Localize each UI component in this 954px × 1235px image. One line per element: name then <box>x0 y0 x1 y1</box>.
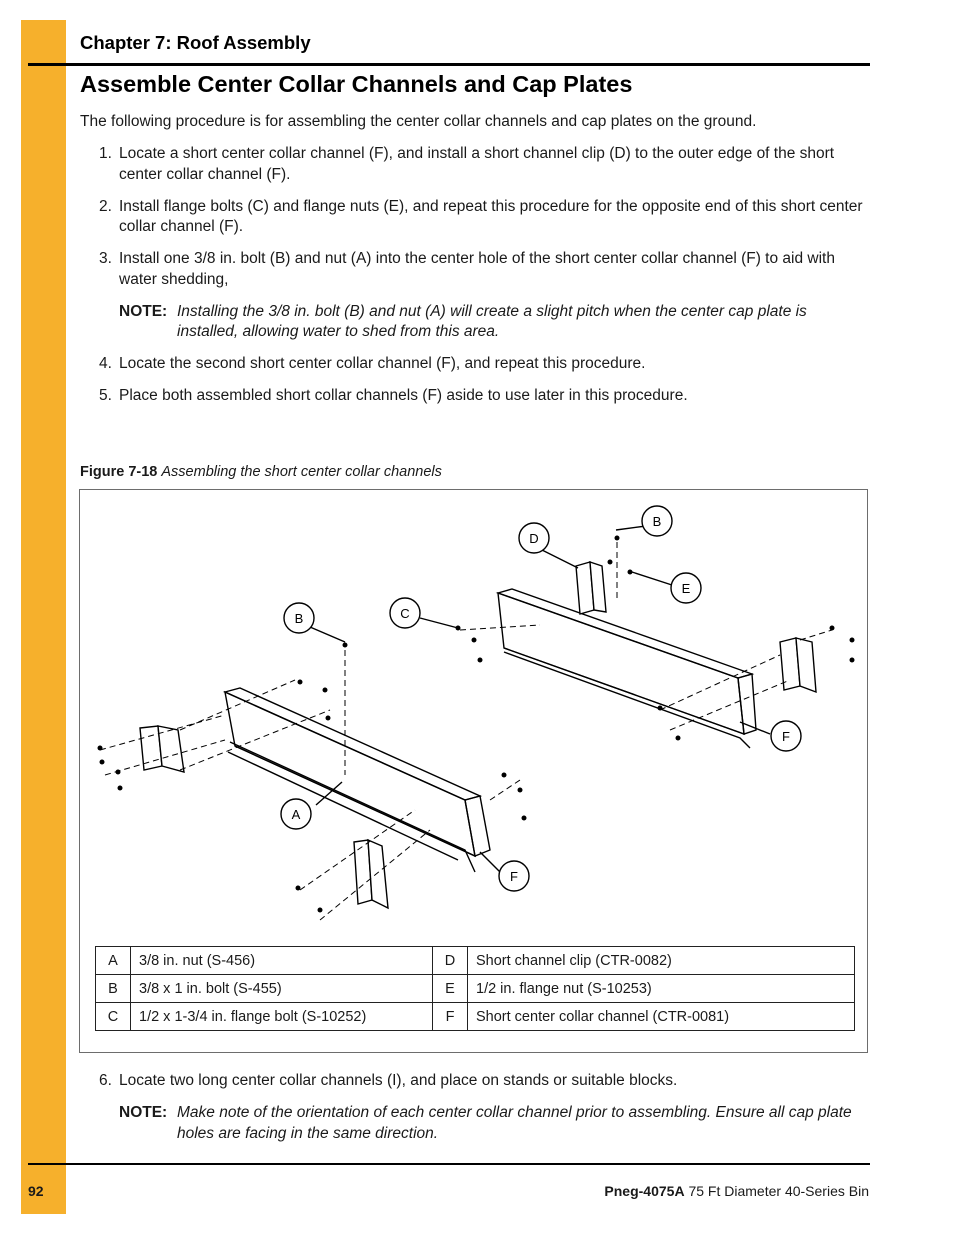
figure-frame <box>79 489 868 1053</box>
assembly-drawing <box>80 490 867 940</box>
page-number: 92 <box>28 1183 44 1199</box>
legend-value: 1/2 in. flange nut (S-10253) <box>468 975 855 1003</box>
step-5 <box>80 386 870 407</box>
legend-key: A <box>96 947 131 975</box>
procedure-steps <box>80 144 870 418</box>
step-text: Place both assembled short collar channels (F) aside to use later in this procedure. <box>119 387 688 404</box>
step-number: 6. <box>99 1072 112 1089</box>
step-1 <box>80 144 870 185</box>
step-text: Locate the second short center collar channel (F), and repeat this procedure. <box>119 355 646 372</box>
step-text: Install one 3/8 in. bolt (B) and nut (A) into the center hole of the short center collar channel (F) to aid with water shedding, <box>119 250 835 288</box>
legend-key: C <box>96 1003 131 1031</box>
step-number: 1. <box>99 145 112 162</box>
legend-key: D <box>433 947 468 975</box>
legend-key: B <box>96 975 131 1003</box>
note-water-shedding <box>80 302 870 343</box>
step-3 <box>80 249 870 290</box>
callout-b-left: B <box>294 611 304 626</box>
step-text: Locate two long center collar channels (I), and place on stands or suitable blocks. <box>119 1072 678 1089</box>
procedure-steps-continued <box>80 1071 870 1156</box>
legend-value: Short center collar channel (CTR-0081) <box>468 1003 855 1031</box>
note-text: Installing the 3/8 in. bolt (B) and nut (A) will create a slight pitch when the center cap plate is installed, allowing water to shed from this area. <box>177 302 807 340</box>
legend-row <box>96 975 855 1003</box>
callout-c: C <box>400 606 410 621</box>
footer-rule <box>28 1163 870 1165</box>
chapter-heading: Chapter 7: Roof Assembly <box>80 32 311 53</box>
section-title: Assemble Center Collar Channels and Cap Plates <box>80 71 633 97</box>
figure-caption <box>80 464 442 480</box>
legend-value: Short channel clip (CTR-0082) <box>468 947 855 975</box>
chapter-sidebar-bar <box>21 20 66 1214</box>
document-reference <box>604 1183 869 1199</box>
step-number: 3. <box>99 250 112 267</box>
legend-value: 3/8 in. nut (S-456) <box>131 947 433 975</box>
step-4 <box>80 354 870 375</box>
document-title: 75 Ft Diameter 40-Series Bin <box>688 1183 869 1199</box>
figure-caption-text: Assembling the short center collar channels <box>161 464 442 480</box>
legend-value: 1/2 x 1-3/4 in. flange bolt (S-10252) <box>131 1003 433 1031</box>
intro-paragraph: The following procedure is for assembling the center collar channels and cap plates on the ground. <box>80 113 757 130</box>
step-6 <box>80 1071 870 1092</box>
legend-key: E <box>433 975 468 1003</box>
note-text: Make note of the orientation of each center collar channel prior to assembling. Ensure all cap plate holes are facing in the same direction. <box>177 1104 852 1142</box>
note-label: NOTE: <box>119 1104 168 1121</box>
note-orientation <box>80 1103 870 1144</box>
callout-f-left: F <box>510 869 518 884</box>
parts-legend-table <box>95 946 855 1031</box>
step-number: 4. <box>99 355 112 372</box>
legend-row <box>96 1003 855 1031</box>
step-text: Locate a short center collar channel (F), and install a short channel clip (D) to the outer edge of the short center collar channel (F). <box>119 145 835 183</box>
step-text: Install flange bolts (C) and flange nuts (E), and repeat this procedure for the opposite end of this short center collar channel (F). <box>119 197 863 235</box>
figure-number: Figure 7-18 <box>80 464 158 480</box>
header-rule <box>28 63 870 66</box>
callout-d: D <box>529 531 539 546</box>
callout-f-right: F <box>782 729 790 744</box>
note-label: NOTE: <box>119 302 168 320</box>
step-number: 2. <box>99 197 112 215</box>
callout-e: E <box>681 581 691 596</box>
step-2 <box>80 197 870 238</box>
legend-key: F <box>433 1003 468 1031</box>
legend-row <box>96 947 855 975</box>
callout-b-right: B <box>652 514 662 529</box>
legend-value: 3/8 x 1 in. bolt (S-455) <box>131 975 433 1003</box>
callout-a: A <box>291 807 301 822</box>
step-number: 5. <box>99 387 112 404</box>
document-code: Pneg-4075A <box>604 1183 685 1199</box>
